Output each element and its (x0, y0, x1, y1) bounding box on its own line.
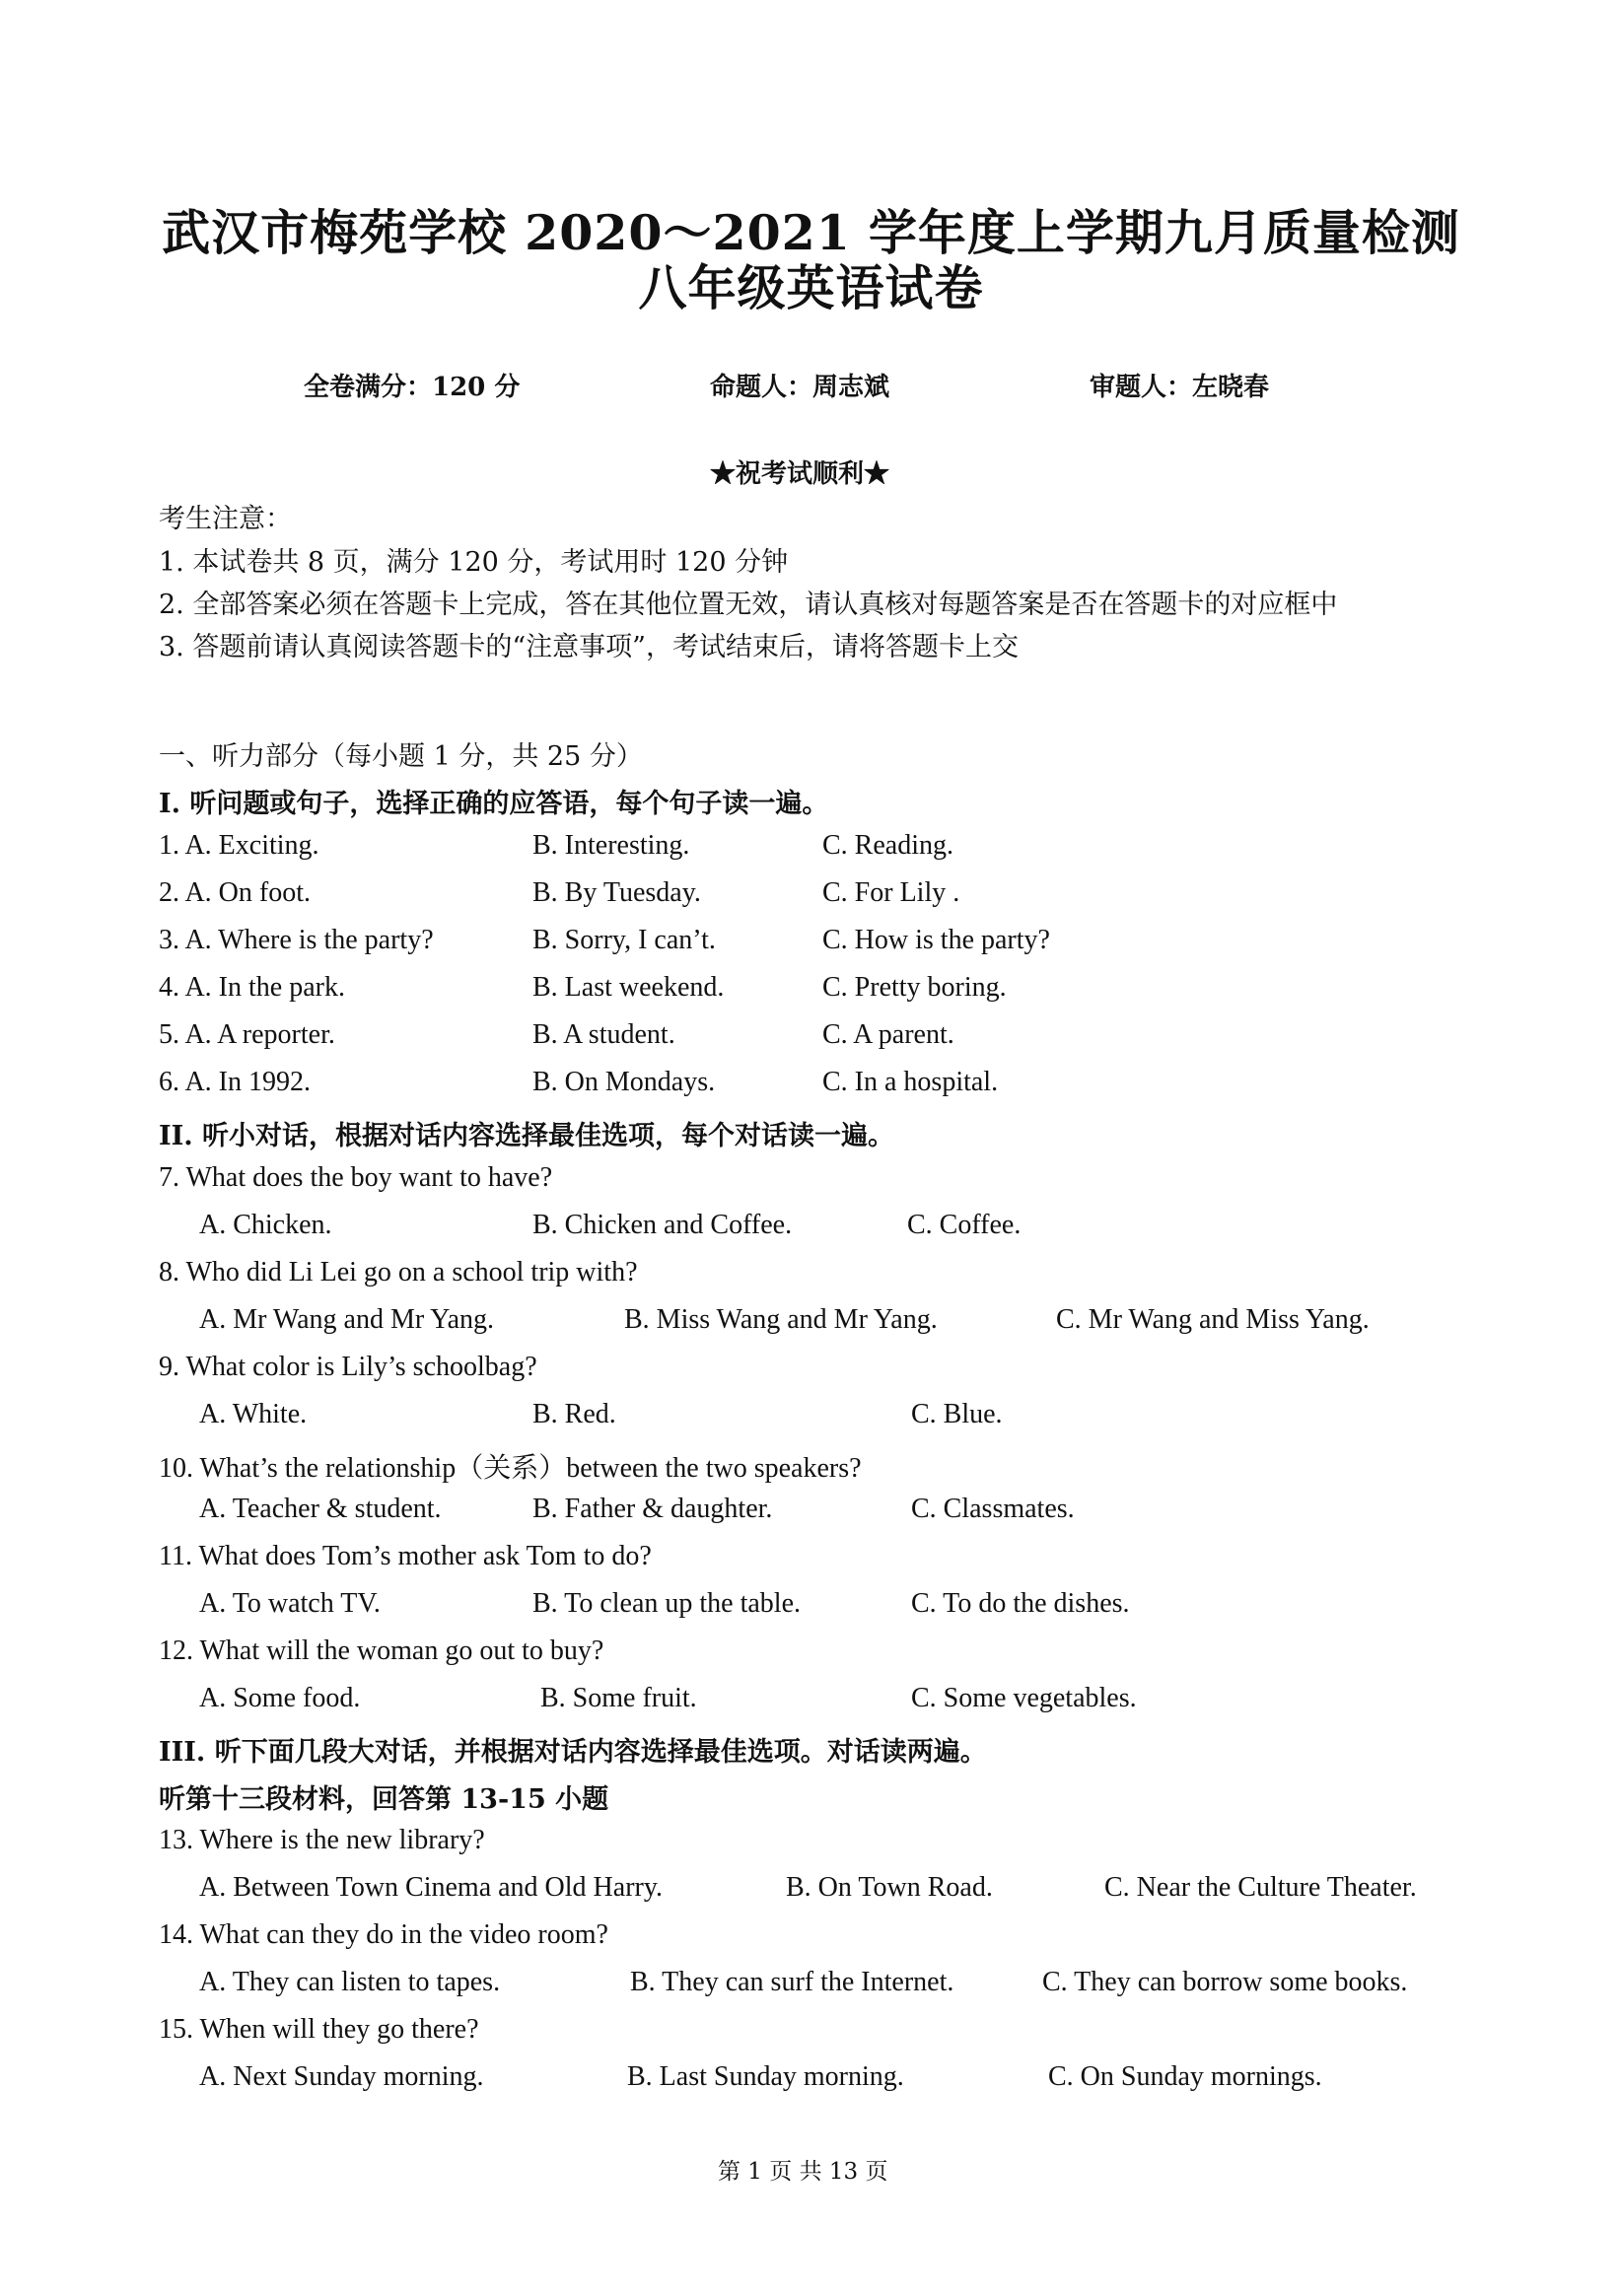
option-c: C. Coffee. (907, 1210, 1022, 1240)
question: 7. What does the boy want to have? (159, 1162, 553, 1193)
option-c: C. Classmates. (911, 1494, 1075, 1524)
option-a: A. Some food. (199, 1683, 361, 1713)
option-b: B. By Tuesday. (532, 877, 701, 908)
option-a: A. Teacher & student. (199, 1494, 442, 1524)
option-a: A. Chicken. (199, 1210, 332, 1240)
option-a: A. Next Sunday morning. (199, 2061, 484, 2092)
total-score: 全卷满分：120 分 (304, 373, 521, 402)
question: 10. What’s the relationship（关系）between the two speakers? (159, 1453, 862, 1484)
option-a: A. Mr Wang and Mr Yang. (199, 1304, 495, 1335)
option-c: C. On Sunday mornings. (1048, 2061, 1322, 2092)
option-a: 3. A. Where is the party? (159, 925, 434, 955)
option-b: B. A student. (532, 1019, 675, 1050)
option-b: B. On Town Road. (786, 1872, 993, 1903)
notice-heading: 考生注意： (159, 504, 292, 534)
option-c: C. Some vegetables. (911, 1683, 1137, 1713)
page-number: 第 1 页 共 13 页 (718, 2159, 888, 2185)
option-a: A. They can listen to tapes. (199, 1967, 501, 1997)
notice-item: 3. 答题前请认真阅读答题卡的“注意事项”，考试结束后，请将答题卡上交 (159, 632, 1019, 662)
part-heading: I. 听问题或句子，选择正确的应答语，每个句子读一遍。 (159, 789, 829, 819)
option-c: C. Pretty boring. (822, 972, 1007, 1003)
question: 11. What does Tom’s mother ask Tom to do? (159, 1541, 652, 1571)
option-b: B. Last Sunday morning. (627, 2061, 904, 2092)
option-a: 5. A. A reporter. (159, 1019, 335, 1050)
option-a: 2. A. On foot. (159, 877, 311, 908)
option-a: A. Between Town Cinema and Old Harry. (199, 1872, 664, 1903)
option-b: B. Interesting. (532, 830, 690, 861)
option-b: B. Last weekend. (532, 972, 725, 1003)
blessing: ★祝考试顺利★ (710, 459, 890, 489)
option-a: 6. A. In 1992. (159, 1067, 311, 1097)
option-c: C. Blue. (911, 1399, 1003, 1429)
notice-item: 1. 本试卷共 8 页，满分 120 分，考试用时 120 分钟 (159, 547, 789, 578)
option-c: C. Reading. (822, 830, 953, 861)
notice-item: 2. 全部答案必须在答题卡上完成，答在其他位置无效，请认真核对每题答案是否在答题卡的对应框中 (159, 590, 1338, 620)
option-c: C. For Lily . (822, 877, 960, 908)
reviewer: 审题人：左晓春 (1090, 373, 1270, 402)
question: 8. Who did Li Lei go on a school trip with? (159, 1257, 638, 1287)
option-b: B. Father & daughter. (532, 1494, 773, 1524)
option-c: C. To do the dishes. (911, 1588, 1130, 1619)
part-heading: II. 听小对话，根据对话内容选择最佳选项，每个对话读一遍。 (159, 1121, 895, 1151)
exam-title-line1: 武汉市梅苑学校 2020～2021 学年度上学期九月质量检测 (162, 204, 1460, 261)
option-a: A. White. (199, 1399, 308, 1429)
option-b: B. They can surf the Internet. (630, 1967, 954, 1997)
option-b: B. Chicken and Coffee. (532, 1210, 793, 1240)
option-a: 1. A. Exciting. (159, 830, 319, 861)
option-b: B. Miss Wang and Mr Yang. (624, 1304, 938, 1335)
option-b: B. On Mondays. (532, 1067, 716, 1097)
option-c: C. How is the party? (822, 925, 1050, 955)
question: 9. What color is Lily’s schoolbag? (159, 1352, 537, 1382)
option-a: A. To watch TV. (199, 1588, 381, 1619)
section-heading: 一、听力部分（每小题 1 分，共 25 分） (159, 741, 643, 772)
option-b: B. Red. (532, 1399, 616, 1429)
question: 12. What will the woman go out to buy? (159, 1635, 604, 1666)
question-author: 命题人：周志斌 (710, 373, 890, 402)
option-b: B. Sorry, I can’t. (532, 925, 716, 955)
option-c: C. They can borrow some books. (1042, 1967, 1408, 1997)
option-c: C. Mr Wang and Miss Yang. (1056, 1304, 1370, 1335)
option-b: B. To clean up the table. (532, 1588, 802, 1619)
part-heading: III. 听下面几段大对话，并根据对话内容选择最佳选项。对话读两遍。 (159, 1737, 987, 1768)
option-a: 4. A. In the park. (159, 972, 345, 1003)
exam-title-line2: 八年级英语试卷 (638, 259, 984, 316)
option-b: B. Some fruit. (540, 1683, 697, 1713)
part-subheading: 听第十三段材料，回答第 13-15 小题 (159, 1784, 609, 1815)
question: 14. What can they do in the video room? (159, 1919, 608, 1950)
option-c: C. In a hospital. (822, 1067, 999, 1097)
option-c: C. A parent. (822, 1019, 954, 1050)
question: 13. Where is the new library? (159, 1825, 485, 1855)
question: 15. When will they go there? (159, 2014, 479, 2045)
option-c: C. Near the Culture Theater. (1104, 1872, 1417, 1903)
